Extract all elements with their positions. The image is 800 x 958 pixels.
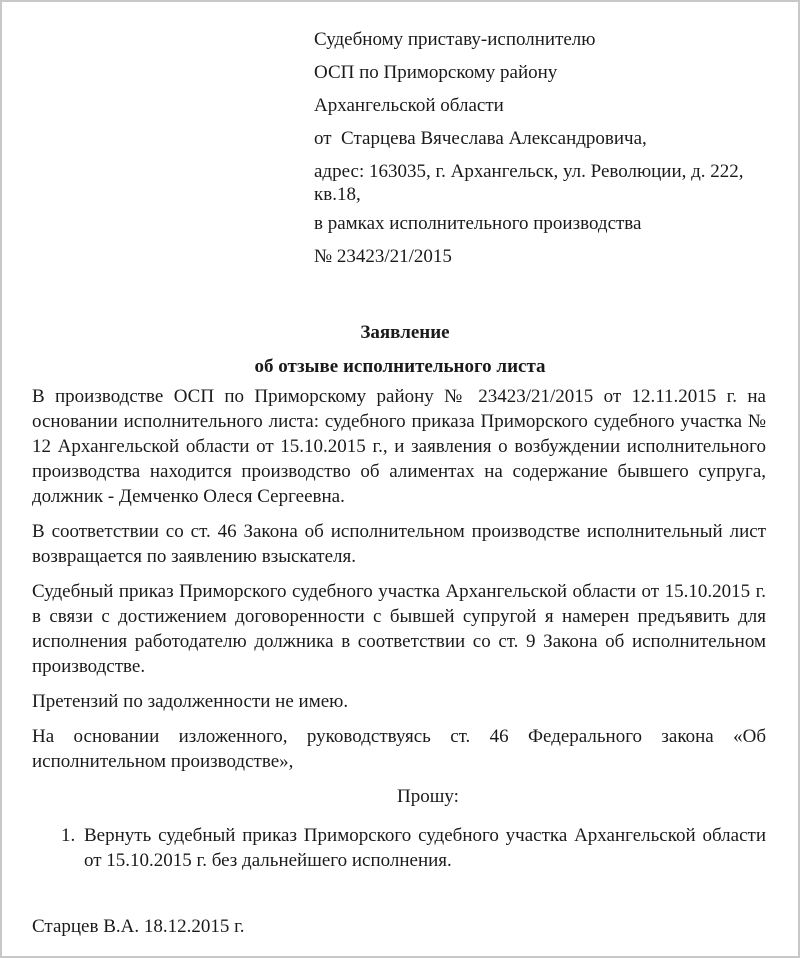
body-paragraph-2: В соответствии со ст. 46 Закона об исполнительном производстве исполнительный лист возвращается по заявлению взыскателя. xyxy=(32,521,766,567)
sender-address: адрес: 163035, г. Архангельск, ул. Революции, д. 222, кв.18, xyxy=(314,161,749,205)
document-body xyxy=(32,384,766,873)
document-title xyxy=(2,320,798,388)
addressee-block xyxy=(314,28,754,278)
sender-line: от Старцева Вячеслава Александровича, xyxy=(314,128,647,149)
request-item: 1. Вернуть судебный приказ Приморского судебного участка Архангельской области от 15.10.2015 г. без дальнейшего исполнения. xyxy=(80,823,766,873)
addressee-line-2: ОСП по Приморскому району xyxy=(314,62,558,83)
signature-line: Старцев В.А. 18.12.2015 г. xyxy=(32,916,245,937)
request-label: Прошу: xyxy=(397,786,459,807)
body-paragraph-1: В производстве ОСП по Приморскому району № 23423/21/2015 от 12.11.2015 г. на основании исполнительного листа: судебного приказа Приморского судебного участка № 12 Архангельской области от 15.10.2015 г., и заявления о возбуждении исполнительного производства находится производство об алиментах на содержание бывшего супруга, должник - Демченко Олеся Сергеевна. xyxy=(32,386,766,507)
title-line-1: Заявление xyxy=(360,322,450,343)
addressee-line-3: Архангельской области xyxy=(314,95,504,116)
proceeding-number: № 23423/21/2015 xyxy=(314,246,452,267)
body-paragraph-4: Претензий по задолженности не имею. xyxy=(32,691,349,712)
body-paragraph-3: Судебный приказ Приморского судебного участка Архангельской области от 15.10.2015 г. в связи с достижением договоренности с бывшей супругой я намерен предъявить для исполнения работодателю должника в соответствии со ст. 9 Закона об исполнительном производстве. xyxy=(32,581,766,677)
body-paragraph-5: На основании изложенного, руководствуясь ст. 46 Федерального закона «Об исполнительном производстве», xyxy=(32,726,766,772)
proceeding-context-line: в рамках исполнительного производства xyxy=(314,213,642,234)
addressee-line-1: Судебному приставу-исполнителю xyxy=(314,29,596,50)
title-line-2: об отзыве исполнительного листа xyxy=(254,356,546,377)
request-list xyxy=(32,823,766,873)
